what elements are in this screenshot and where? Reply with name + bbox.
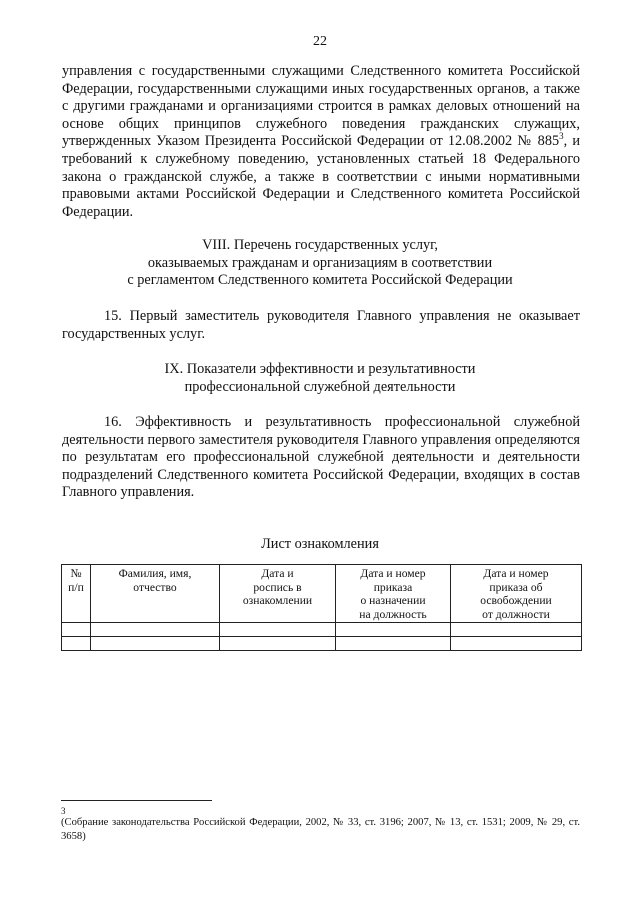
section-9-line-1: IX. Показатели эффективности и результативности (164, 361, 476, 377)
table-cell (220, 637, 336, 651)
table-cell (91, 637, 220, 651)
table-row (62, 623, 582, 637)
paragraph-text-part2: , и требований к служебному поведению, установленных статьей 18 Федерального закона о гражданской службе, а также в соответствии с иными нормативными правовыми актами Российской Федерации и Следственного комитета Российской Федерации. (62, 133, 580, 220)
table-cell (91, 623, 220, 637)
column-header-dismissal-order: Дата и номер приказа об освобождении от должности (451, 565, 582, 623)
acquaintance-sheet-title: Лист ознакомления (261, 536, 379, 552)
section-9-heading (40, 361, 600, 396)
table-row (62, 637, 582, 651)
table-cell (451, 623, 582, 637)
acquaintance-table (61, 564, 582, 651)
column-header-signature-date: Дата и роспись в ознакомлении (220, 565, 336, 623)
table-cell (336, 637, 451, 651)
footnote-divider (61, 800, 212, 801)
table-cell (451, 637, 582, 651)
table-cell (62, 623, 91, 637)
table-header-row (62, 565, 582, 623)
table-cell (62, 637, 91, 651)
column-header-full-name: Фамилия, имя, отчество (91, 565, 220, 623)
column-header-appointment-order: Дата и номер приказа о назначении на должность (336, 565, 451, 623)
section-8-line-2: оказываемых гражданам и организациям в соответствии (147, 254, 493, 271)
section-8-line-1: VIII. Перечень государственных услуг, (202, 237, 438, 253)
table-cell (220, 623, 336, 637)
footnote-reference: 3 (559, 131, 564, 142)
section-8-line-3: с регламентом Следственного комитета Российской Федерации (127, 272, 513, 289)
page-number: 22 (313, 34, 327, 49)
section-8-heading (40, 237, 600, 290)
paragraph-16: 16. Эффективность и результативность профессиональной служебной деятельности первого заместителя руководителя Главного управления определяются по результатам его профессиональной служебной деятельности и деятельности подразделений Следственного комитета Российской Федерации, входящих в состав Главного управления. (62, 414, 580, 501)
footnote-text: (Собрание законодательства Российской Федерации, 2002, № 33, ст. 3196; 2007, № 13, ст. 1531; 2009, № 29, ст. 3658) (61, 817, 580, 842)
table-cell (336, 623, 451, 637)
section-9-line-2: профессиональной служебной деятельности (184, 378, 456, 395)
paragraph-text-part1: управления с государственными служащими Следственного комитета Российской Федерации, государственными служащими иных государственных органов, а также с другими гражданами и организациями строится в рамках деловых отношений на основе общих принципов служебного поведения гражданских служащих, утвержденных Указом Президента Российской Федерации от 12.08.2002 № 885 (62, 63, 580, 150)
paragraph-15: 15. Первый заместитель руководителя Главного управления не оказывает государственных услуг. (62, 308, 580, 342)
footnote-mark: 3 (61, 806, 66, 816)
footnote (61, 806, 580, 844)
column-header-number: № п/п (62, 565, 91, 623)
continuation-paragraph (62, 63, 580, 221)
